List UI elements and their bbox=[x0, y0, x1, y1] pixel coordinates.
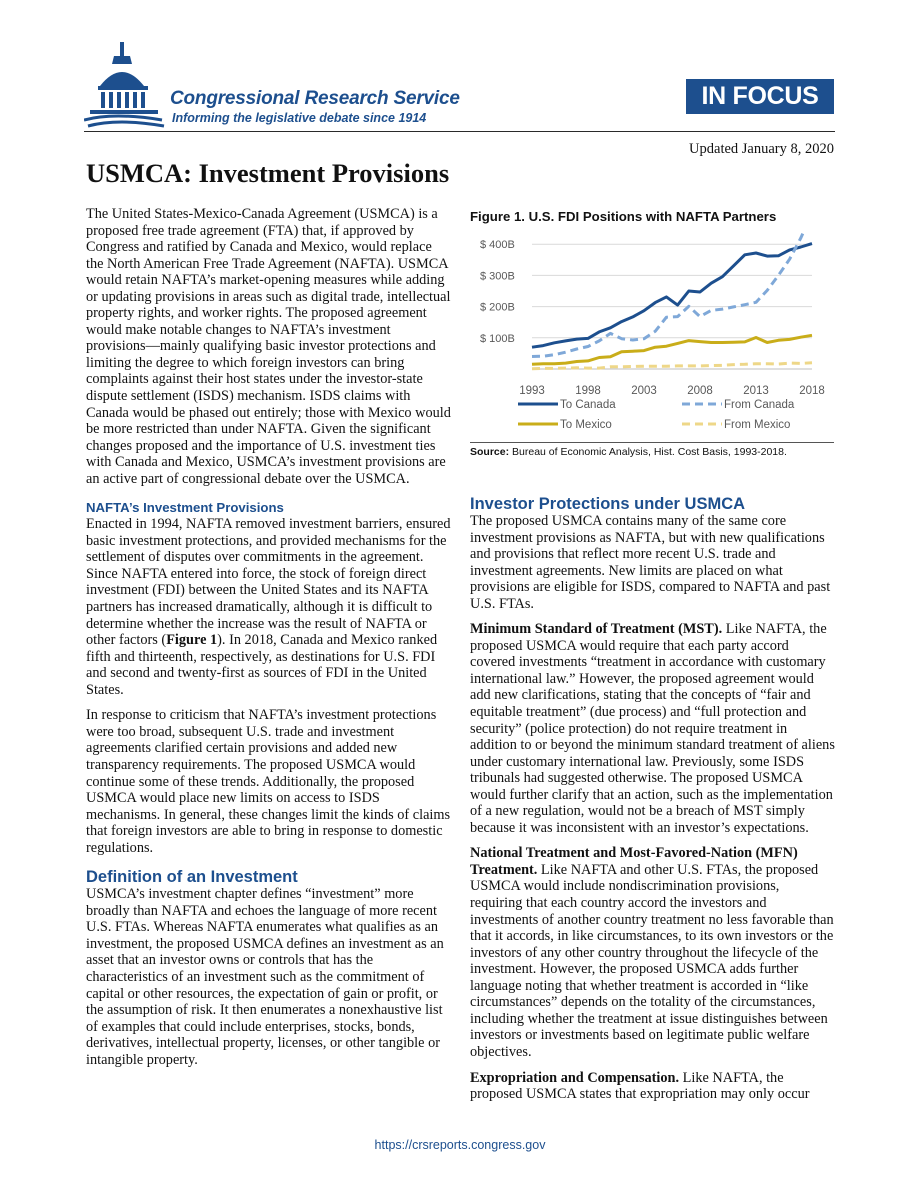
figure-box bbox=[470, 228, 834, 443]
x-tick-label: 1993 bbox=[519, 385, 545, 397]
nt-mfn-lead: National Treatment and Most-Favored-Nation (MFN) Treatment. bbox=[470, 845, 798, 878]
protections-paragraph: The proposed USMCA contains many of the same core investment provisions as NAFTA, but with new qualifications and provisions that reflect more recent U.S. trade and investment agreements. New limits are placed on what provisions are eligible for ISDS, compared to NAFTA and past U.S. FTAs. bbox=[470, 513, 831, 612]
in-focus-badge: IN FOCUS bbox=[686, 79, 834, 114]
nafta-text-a: Enacted in 1994, NAFTA removed investment barriers, ensured basic investment protections, and provided mechanisms for the settlement of disputes over commitments in the agreement. Since NAFTA entered into force, the stock of foreign direct investment (FDI) between the United States and its NAFTA partners has increased dramatically, although it is difficult to determine whether the increase was the result of NAFTA or other factors ( bbox=[86, 516, 451, 649]
heading-protections: Investor Protections under USMCA bbox=[470, 495, 746, 513]
nafta-paragraph bbox=[86, 516, 451, 698]
figure-source bbox=[470, 446, 787, 458]
expropriation-text: Like NAFTA, the proposed USMCA states that expropriation may only occur bbox=[470, 1069, 810, 1103]
x-tick-label: 2018 bbox=[799, 385, 825, 397]
x-tick-label: 2003 bbox=[631, 385, 657, 397]
y-tick-label: $ 100B bbox=[480, 332, 515, 345]
legend-label: To Canada bbox=[560, 399, 616, 411]
figure-reference: Figure 1 bbox=[166, 632, 218, 649]
source-text: Bureau of Economic Analysis, Hist. Cost Basis, 1993-2018. bbox=[509, 446, 787, 458]
org-name: Congressional Research Service bbox=[170, 88, 460, 109]
nafta-text-b: ). In 2018, Canada and Mexico ranked fifth and thirteenth, respectively, as destinations for U.S. FDI and second and twenty-first as sources of FDI in the United States. bbox=[86, 632, 438, 698]
y-tick-label: $ 400B bbox=[480, 239, 515, 252]
source-label: Source: bbox=[470, 446, 510, 458]
figure-title: Figure 1. U.S. FDI Positions with NAFTA Partners bbox=[470, 209, 777, 224]
legend-label: From Mexico bbox=[724, 419, 791, 431]
heading-nafta: NAFTA’s Investment Provisions bbox=[86, 500, 284, 516]
expropriation-lead: Expropriation and Compensation. bbox=[470, 1069, 680, 1086]
intro-paragraph: The United States-Mexico-Canada Agreement (USMCA) is a proposed free trade agreement (FTA) that, if approved by Congress and ratified by Canada and Mexico, would replace the North American Free Trade Agreement (NAFTA). USMCA would retain NAFTA’s market-opening measures while adding or updating provisions in areas such as digital trade, intellectual property rights, and worker rights. The proposed agreement would make notable changes to NAFTA’s investment provisions—mainly qualifying basic investor protections and limiting the degree to which foreign investors can bring complaints against their host states under the investor-state dispute settlement (ISDS) mechanism. ISDS claims with Canada would be phased out entirely; those with Mexico would be more restricted than under NAFTA. Given the significant changes proposed and the importance of U.S. investment ties with Canada and Mexico, USMCA’s investment provisions are an active part of congressional debate over the USMCA. bbox=[86, 206, 451, 487]
series-line-from-canada bbox=[532, 228, 812, 357]
x-tick-label: 2008 bbox=[687, 385, 713, 397]
series-line-to-canada bbox=[532, 244, 812, 348]
org-tagline: Informing the legislative debate since 1914 bbox=[172, 111, 427, 125]
series-line-from-mexico bbox=[532, 363, 812, 369]
legend-label: From Canada bbox=[724, 399, 795, 411]
x-tick-label: 1998 bbox=[575, 385, 601, 397]
mst-lead: Minimum Standard of Treatment (MST). bbox=[470, 621, 723, 638]
y-tick-label: $ 200B bbox=[480, 301, 515, 314]
header-divider bbox=[84, 131, 835, 132]
x-tick-label: 2013 bbox=[743, 385, 769, 397]
footer-url[interactable]: https://crsreports.congress.gov bbox=[374, 1138, 546, 1152]
mst-paragraph bbox=[470, 621, 835, 836]
mst-text: Like NAFTA, the proposed USMCA would require that each party accord covered investments “treatment in accordance with customary international law.” However, the proposed agreement would add new clarifications, stating that the concepts of “fair and equitable treatment” (due process) and “full protection and security” (police protection) do not require treatment in addition to or beyond the minimum standard treatment of aliens under customary international law. Previously, some ISDS tribunals had suggested otherwise. The proposed USMCA would further clarify that an action, such as the implementation of a new regulation, would not be a breach of MST simply because it was inconsistent with an investor’s expectations. bbox=[470, 621, 835, 836]
nt-mfn-text: Like NAFTA and other U.S. FTAs, the proposed USMCA would include nondiscrimination provisions, requiring that each country accord the investors and investments of another country treatment no less favorable than that it accords, in like circumstances, to its own investors or the investors of any other country throughout the lifecycle of the investment. However, the proposed USMCA adds further language noting that whether treatment is accorded in “like circumstances” depends on the totality of the circumstances, including whether the treatment at issue distinguishes between investors or investments based on legitimate public welfare objectives. bbox=[470, 861, 834, 1060]
heading-definition: Definition of an Investment bbox=[86, 868, 298, 887]
expropriation-paragraph bbox=[470, 1070, 835, 1103]
y-tick-label: $ 300B bbox=[480, 270, 515, 283]
criticism-paragraph: In response to criticism that NAFTA’s investment protections were too broad, subsequent U.S. trade and investment agreements clarified certain provisions and added new transparency requirements. The proposed USMCA would continue some of these trends. Additionally, the proposed USMCA would place new limits on access to ISDS mechanisms. In general, these changes limit the kinds of claims that foreign investors are able to bring in response to domestic regulations. bbox=[86, 707, 451, 856]
capitol-logo bbox=[84, 40, 166, 130]
right-column bbox=[470, 495, 835, 1112]
page-title: USMCA: Investment Provisions bbox=[86, 158, 450, 188]
legend-label: To Mexico bbox=[560, 419, 612, 431]
left-column bbox=[86, 206, 451, 1077]
nt-mfn-paragraph bbox=[470, 845, 835, 1060]
definition-paragraph: USMCA’s investment chapter defines “investment” more broadly than NAFTA and echoes the language of more recent U.S. FTAs. Whereas NAFTA enumerates what qualifies as an investment, the proposed USMCA defines an investment as an asset that an investor owns or controls that has the characteristics of an investment such as the commitment of capital or other resources, the expectation of gain or profit, or the assumption of risk. It then enumerates a nonexhaustive list of examples that could include enterprises, stocks, bonds, derivatives, intellectual property, licenses, or other tangible or intangible property. bbox=[86, 886, 444, 1068]
updated-date: Updated January 8, 2020 bbox=[689, 141, 834, 157]
fdi-line-chart bbox=[470, 228, 834, 442]
